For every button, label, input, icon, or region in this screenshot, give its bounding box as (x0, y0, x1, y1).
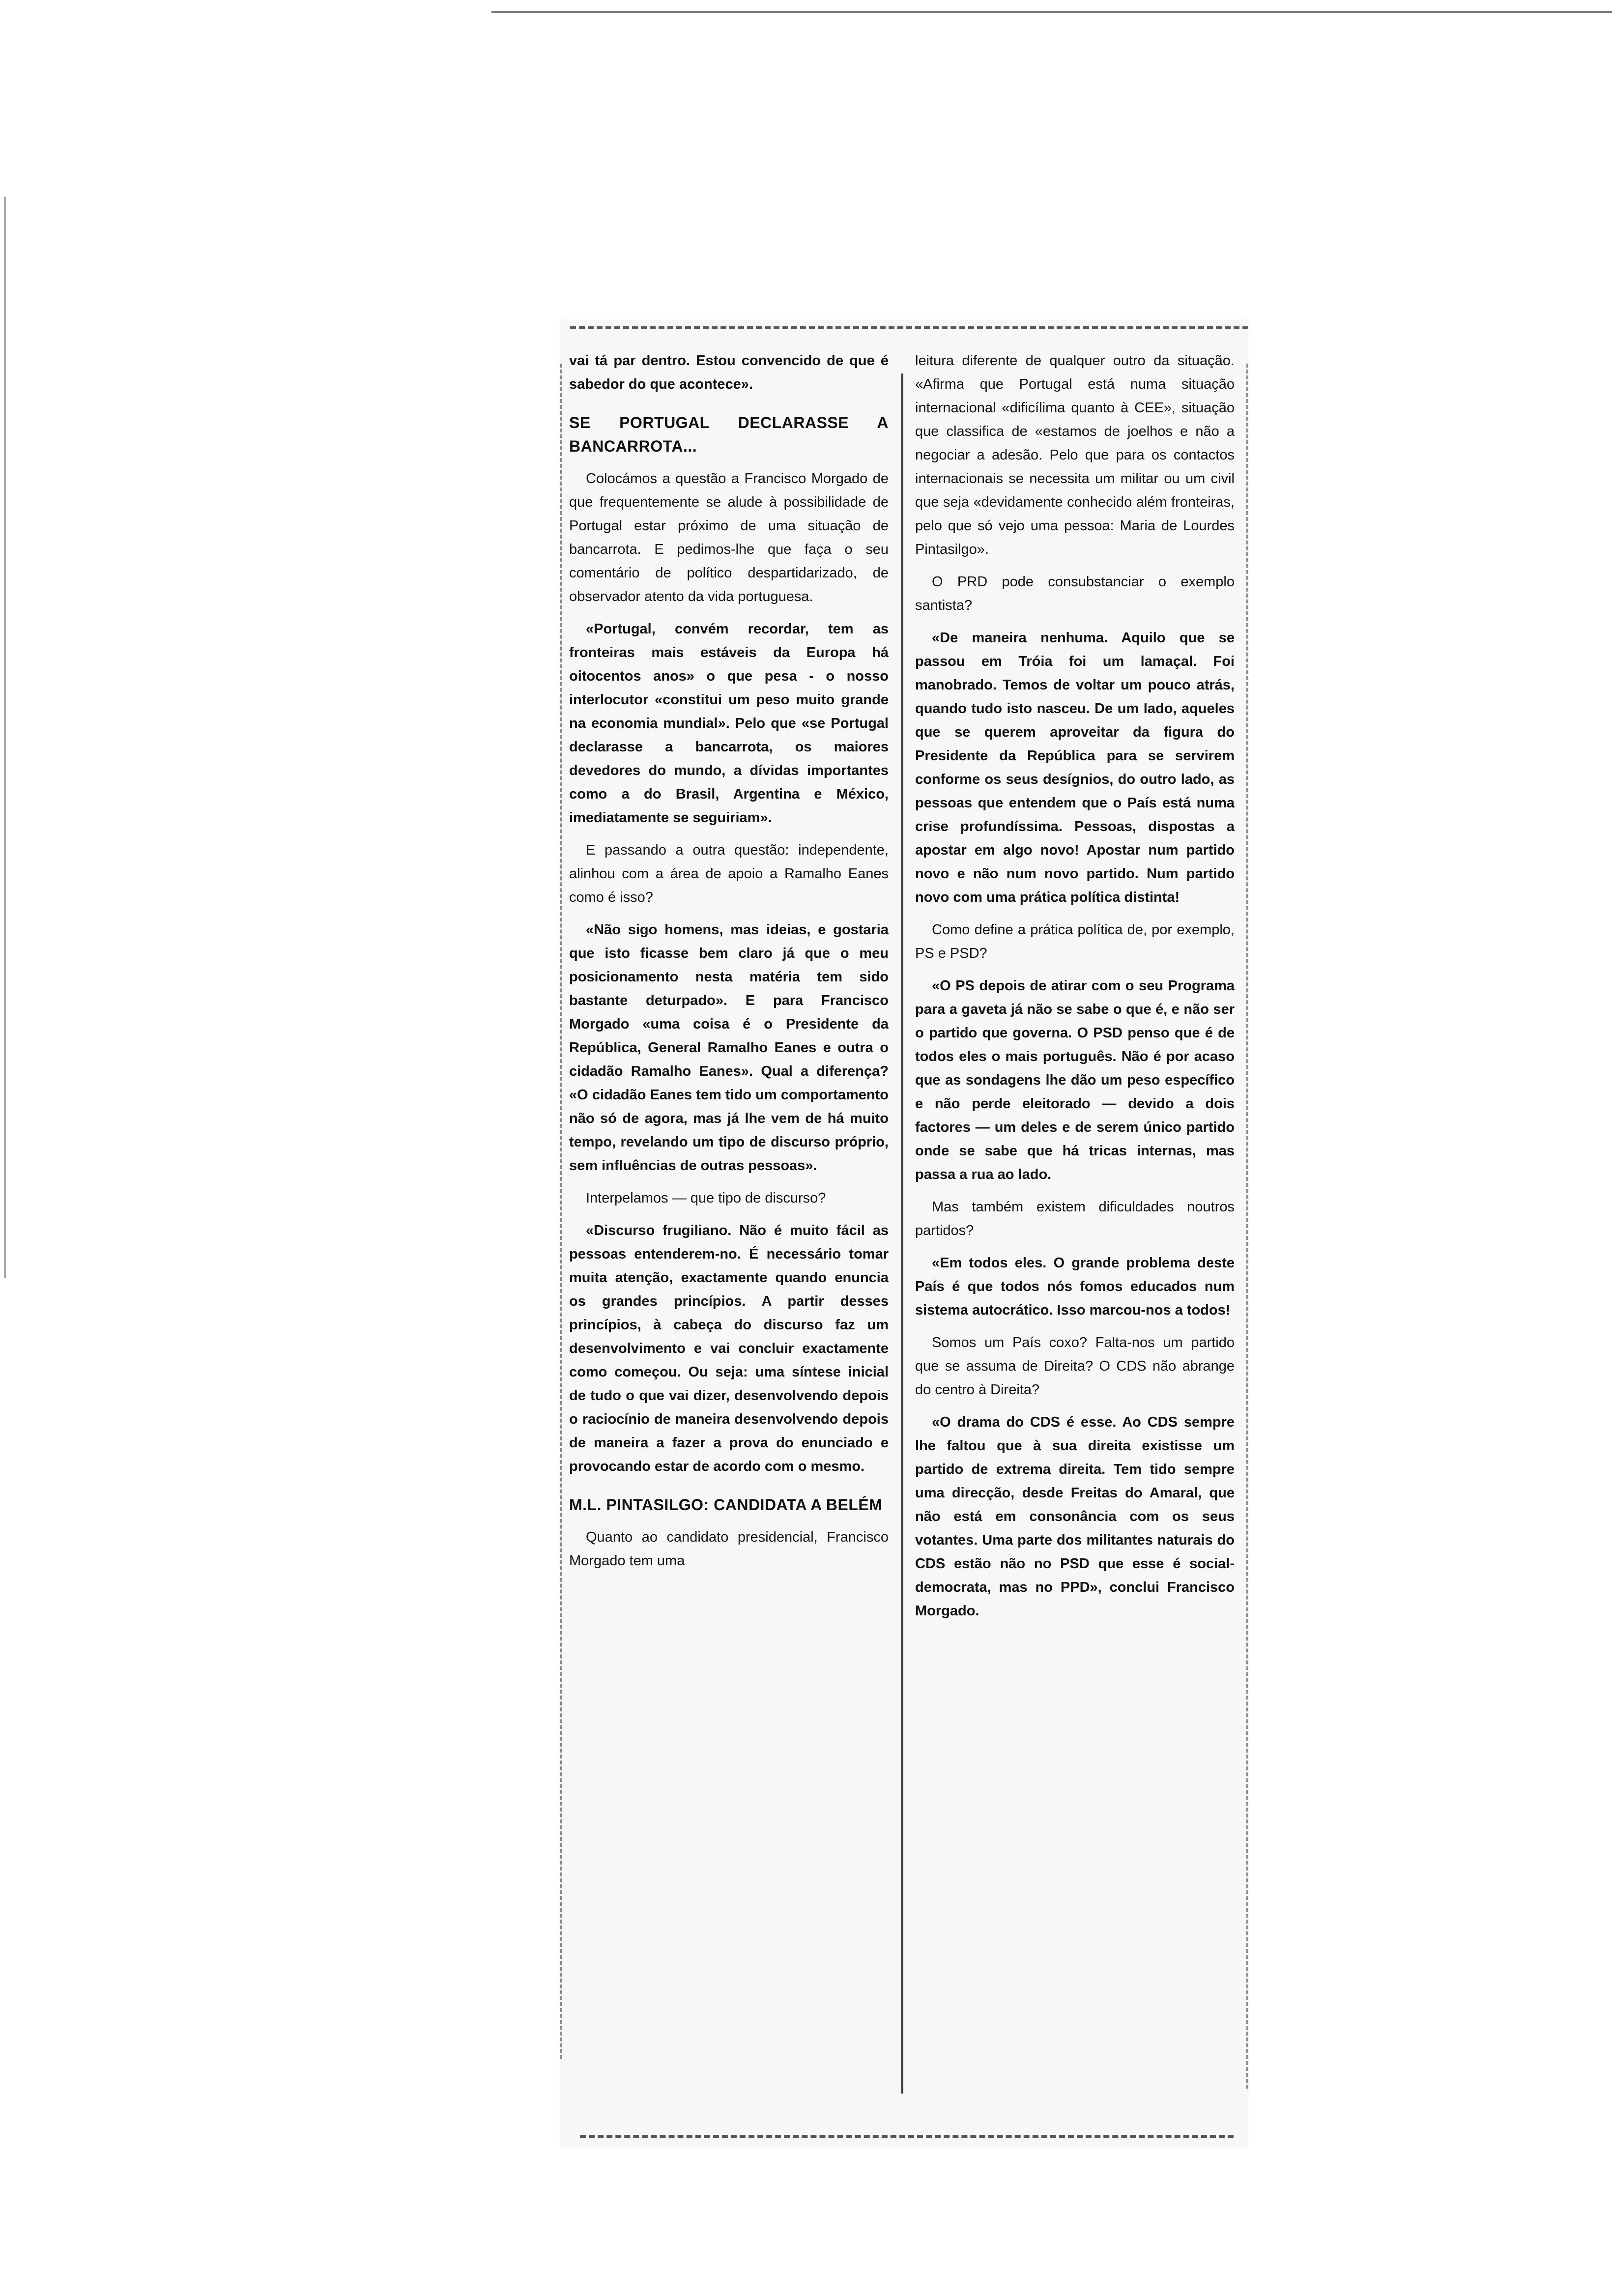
paragraph: Como define a prática política de, por exemplo, PS e PSD? (915, 922, 1235, 961)
clipping-right-edge (1246, 364, 1248, 2089)
paragraph: Interpelamos — que tipo de discurso? (586, 1190, 826, 1206)
section-heading: SE PORTUGAL DECLARASSE A BANCARROTA... (569, 414, 889, 455)
scan-edge-line (491, 11, 1612, 13)
article-left-column (569, 349, 889, 2118)
paragraph: «Não sigo homens, mas ideias, e gostaria que isto ficasse bem claro já que o meu posicionamento nesta matéria tem sido bastante deturpado». E para Francisco Morgado «uma coisa é o Presidente da República, General Ramalho Eanes e outra o cidadão Ramalho Eanes». Qual a diferença? «O cidadão Eanes tem tido um comportamento não só de agora, mas já lhe vem de há muito tempo, revelando um tipo de discurso próprio, sem influências de outras pessoas». (569, 922, 889, 1174)
paragraph: «O drama do CDS é esse. Ao CDS sempre lhe faltou que à sua direita existisse um partido de extrema direita. Tem tido sempre uma direcção, desde Freitas do Amaral, que não está em consonância com os seus votantes. Uma parte dos militantes naturais do CDS estão não no PSD que esse é social-democrata, mas no PPD», conclui Francisco Morgado. (915, 1414, 1235, 1619)
paragraph: «Em todos eles. O grande problema deste País é que todos nós fomos educados num sistema autocrático. Isso marcou-nos a todos! (915, 1255, 1235, 1318)
paragraph: E passando a outra questão: independente, alinhou com a área de apoio a Ramalho Eanes como é isso? (569, 842, 889, 905)
paragraph: Quanto ao candidato presidencial, Francisco Morgado tem uma (569, 1529, 889, 1569)
paragraph: «O PS depois de atirar com o seu Programa para a gaveta já não se sabe o que é, e não ser o partido que governa. O PSD penso que é de todos eles o mais português. Não é por acaso que as sondagens lhe dão um peso específico e não perde eleitorado — devido a dois factores — um deles e de serem único partido onde se sabe que há tricas internas, mas passa a rua ao lado. (915, 978, 1235, 1182)
paragraph: «De maneira nenhuma. Aquilo que se passou em Tróia foi um lamaçal. Foi manobrado. Temos de voltar um pouco atrás, quando tudo isto nasceu. De um lado, aqueles que se querem aproveitar da figura do Presidente da República para se servirem conforme os seus desígnios, do outro lado, as pessoas que entendem que o País está numa crise profundíssima. Pessoas, dispostas a apostar em algo novo! Apostar num partido novo e não num novo partido. Num partido novo com uma prática política distinta! (915, 630, 1235, 905)
clipping-bottom-edge (580, 2135, 1234, 2138)
paragraph: O PRD pode consubstanciar o exemplo santista? (915, 574, 1235, 613)
paragraph: Somos um País coxo? Falta-nos um partido que se assuma de Direita? O CDS não abrange do centro à Direita? (915, 1335, 1235, 1398)
paragraph: «Portugal, convém recordar, tem as fronteiras mais estáveis da Europa há oitocentos anos» o que pesa - o nosso interlocutor «constitui um peso muito grande na economia mundial». Pelo que «se Portugal declarasse a bancarrota, os maiores devedores do mundo, a dívidas importantes como a do Brasil, Argentina e México, imediatamente se seguiriam». (569, 621, 889, 826)
paragraph: «Discurso frugiliano. Não é muito fácil as pessoas entenderem-no. É necessário tomar muita atenção, exactamente quando enuncia os grandes princípios. A partir desses princípios, à cabeça do discurso faz um desenvolvimento e vai concluir exactamente como começou. Ou seja: uma síntese inicial de tudo o que vai dizer, desenvolvendo depois o raciocínio de maneira desenvolvendo depois de maneira a fazer a prova do enunciado e provocando estar de acordo com o mesmo. (569, 1223, 889, 1474)
section-heading: M.L. PINTASILGO: CANDIDATA A BELÉM (569, 1496, 883, 1514)
paragraph: vai tá par dentro. Estou convencido de que é sabedor do que acontece». (569, 353, 889, 392)
paragraph: Mas também existem dificuldades noutros partidos? (915, 1199, 1235, 1238)
clipping-left-edge (560, 364, 562, 2059)
paragraph: Colocámos a questão a Francisco Morgado de que frequentemente se alude à possibilidade de Portugal estar próximo de uma situação de bancarrota. E pedimos-lhe que faça o seu comentário de político despartidarizado, de observador atento da vida portuguesa. (569, 471, 889, 604)
article-right-column (915, 349, 1235, 2118)
clipping-top-edge (570, 326, 1248, 329)
newspaper-clipping (560, 319, 1248, 2148)
scan-margin-specks (4, 197, 6, 1278)
column-rule (901, 373, 903, 2094)
paragraph: leitura diferente de qualquer outro da situação. «Afirma que Portugal está numa situação internacional «dificílima quanto à CEE», situação que classifica de «estamos de joelhos e não a negociar a adesão. Pelo que para os contactos internacionais se necessita um militar ou um civil que seja «devidamente conhecido além fronteiras, pelo que só vejo uma pessoa: Maria de Lourdes Pintasilgo». (915, 353, 1235, 557)
